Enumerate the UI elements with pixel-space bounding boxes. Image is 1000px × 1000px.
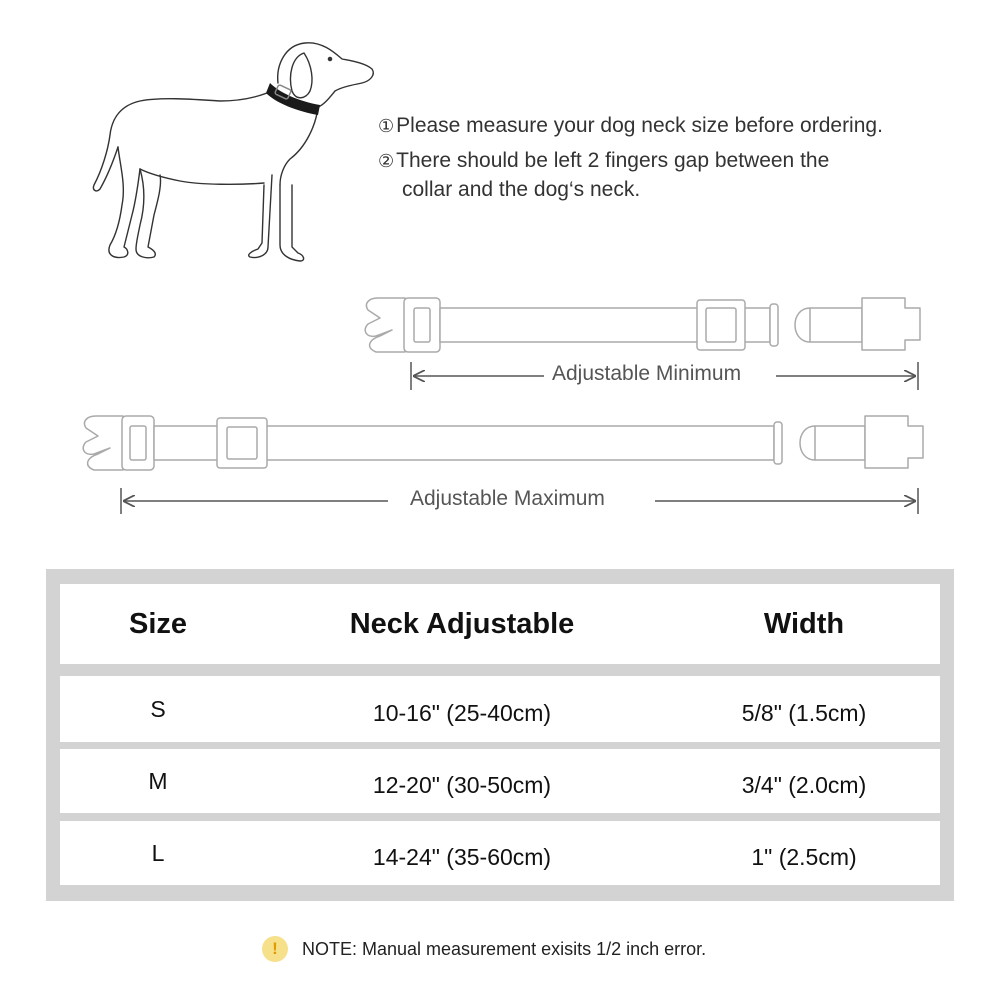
adjustable-maximum-label: Adjustable Maximum	[402, 487, 613, 511]
header-width: Width	[763, 607, 845, 640]
size-cell: S	[150, 695, 166, 722]
neck-cell: 14-24" (35-60cm)	[372, 843, 552, 870]
table-row	[60, 676, 940, 742]
instruction-2	[378, 147, 829, 175]
step-number: ①	[378, 116, 395, 136]
neck-cell: 10-16" (25-40cm)	[372, 699, 552, 726]
table-row	[60, 821, 940, 885]
warning-icon: !	[262, 936, 288, 962]
note	[262, 935, 706, 963]
size-cell: L	[151, 839, 165, 866]
width-cell: 3/4" (2.0cm)	[741, 771, 867, 798]
note-text: NOTE: Manual measurement exisits 1/2 inch error.	[302, 938, 707, 959]
collar-minimum	[365, 298, 920, 352]
instruction-text: There should be left 2 fingers gap between the	[396, 149, 830, 172]
table-header-row	[60, 584, 940, 664]
size-cell: M	[148, 767, 168, 794]
collar-maximum	[83, 416, 923, 470]
adjustable-minimum-label: Adjustable Minimum	[544, 362, 749, 386]
dog-collar	[266, 83, 320, 115]
width-cell: 1" (2.5cm)	[751, 843, 857, 870]
dog-illustration	[80, 35, 380, 275]
neck-cell: 12-20" (30-50cm)	[372, 771, 552, 798]
header-neck-adjustable: Neck Adjustable	[349, 607, 575, 640]
collar-diagrams	[0, 290, 1000, 520]
instruction-2-continued: collar and the dog‘s neck.	[402, 178, 641, 201]
table-row	[60, 749, 940, 813]
step-number: ②	[378, 151, 395, 171]
instruction-1	[378, 112, 883, 140]
header-size: Size	[128, 607, 188, 640]
instruction-text: Please measure your dog neck size before ordering.	[396, 114, 883, 137]
width-cell: 5/8" (1.5cm)	[741, 699, 867, 726]
size-table	[46, 569, 954, 901]
